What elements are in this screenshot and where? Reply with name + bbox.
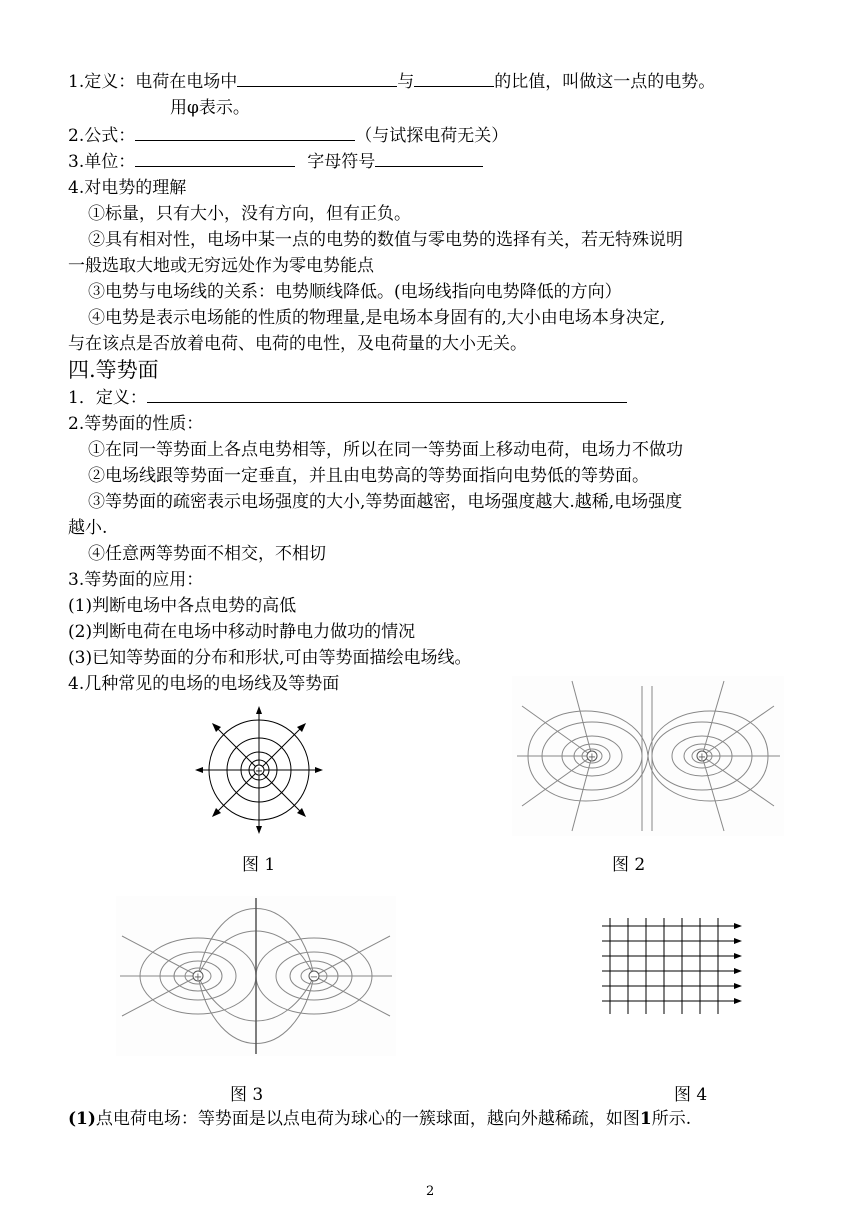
- blank-ep-def: [147, 386, 627, 403]
- def-symbol-line: 用φ表示。: [170, 98, 250, 118]
- section-title: 四.等势面: [68, 358, 159, 382]
- figure-4-uniform-field: [600, 916, 744, 1016]
- definition-line: [68, 70, 715, 94]
- formula-line: [68, 124, 508, 148]
- understand-4b: 与在该点是否放着电荷、电荷的电性，及电荷量的大小无关。: [68, 334, 527, 354]
- understand-1: ①标量，只有大小，没有方向，但有正负。: [88, 204, 411, 224]
- fig3-plus: +: [193, 972, 203, 983]
- blank-unit: [135, 150, 295, 167]
- fig3-minus: −: [309, 972, 319, 983]
- def-text-b: 与: [397, 72, 415, 92]
- def-text-c: 的比值，叫做这一点的电势。: [494, 72, 716, 92]
- prop-3a: ③等势面的疏密表示电场强度的大小,等势面越密，电场强度越大.越稀,电场强度: [88, 492, 683, 512]
- formula-note: （与试探电荷无关）: [355, 126, 509, 146]
- common-heading: 4.几种常见的电场的电场线及等势面: [68, 674, 340, 694]
- figure-1-caption: 图 1: [242, 855, 276, 875]
- app-3: (3)已知等势面的分布和形状,可由等势面描绘电场线。: [68, 648, 472, 668]
- prop-2: ②电场线跟等势面一定垂直，并且由电势高的等势面指向电势低的等势面。: [88, 466, 649, 486]
- understand-3: ③电势与电场线的关系：电势顺线降低。(电场线指向电势降低的方向）: [88, 282, 622, 302]
- prop-4: ④任意两等势面不相交，不相切: [88, 544, 326, 564]
- prop-1: ①在同一等势面上各点电势相等，所以在同一等势面上移动电荷，电场力不做功: [88, 440, 683, 460]
- understand-4a: ④电势是表示电场能的性质的物理量,是电场本身固有的,大小由电场本身决定,: [88, 308, 666, 328]
- ep-def-label: 1．定义：: [68, 388, 147, 408]
- point-end: 所示.: [651, 1109, 692, 1129]
- figure-2-like-charges: [512, 676, 784, 836]
- figure-3-opposite-charges: [116, 896, 396, 1056]
- point-index: (1): [68, 1109, 96, 1129]
- fig2-left-plus: +: [587, 752, 597, 763]
- blank-1: [237, 70, 397, 87]
- app-2: (2)判断电荷在电场中移动时静电力做功的情况: [68, 622, 416, 642]
- page-number: 2: [426, 1184, 435, 1199]
- apps-heading: 3.等势面的应用：: [68, 570, 204, 590]
- fig2-right-plus: +: [697, 752, 707, 763]
- figure-4-caption: 图 4: [674, 1085, 708, 1105]
- blank-formula: [135, 124, 355, 141]
- symbol-label: 字母符号: [307, 152, 376, 172]
- blank-2: [414, 70, 494, 87]
- figure-1-point-charge: [195, 706, 323, 834]
- unit-line: [68, 150, 483, 174]
- ep-definition-line: [68, 386, 627, 410]
- app-1: (1)判断电场中各点电势的高低: [68, 596, 297, 616]
- figure-3-caption: 图 3: [230, 1085, 264, 1105]
- prop-3b: 越小.: [68, 518, 108, 538]
- point-text: 点电荷电场：等势面是以点电荷为球心的一簇球面，越向外越稀疏，如图: [95, 1109, 640, 1129]
- figure-2-caption: 图 2: [612, 855, 646, 875]
- props-heading: 2.等势面的性质：: [68, 414, 204, 434]
- unit-label: 3.单位：: [68, 152, 136, 172]
- point-fig-ref: 1: [639, 1109, 652, 1129]
- understand-2a: ②具有相对性，电场中某一点的电势的数值与零电势的选择有关，若无特殊说明: [88, 230, 683, 250]
- blank-symbol: [375, 150, 483, 167]
- understand-heading: 4.对电势的理解: [68, 178, 187, 198]
- point-charge-line: [68, 1107, 691, 1131]
- formula-label: 2.公式：: [68, 126, 136, 146]
- understand-2b: 一般选取大地或无穷远处作为零电势能点: [68, 256, 374, 276]
- fig1-plus-sign: +: [254, 766, 264, 777]
- def-text-a: 1.定义：电荷在电场中: [68, 72, 238, 92]
